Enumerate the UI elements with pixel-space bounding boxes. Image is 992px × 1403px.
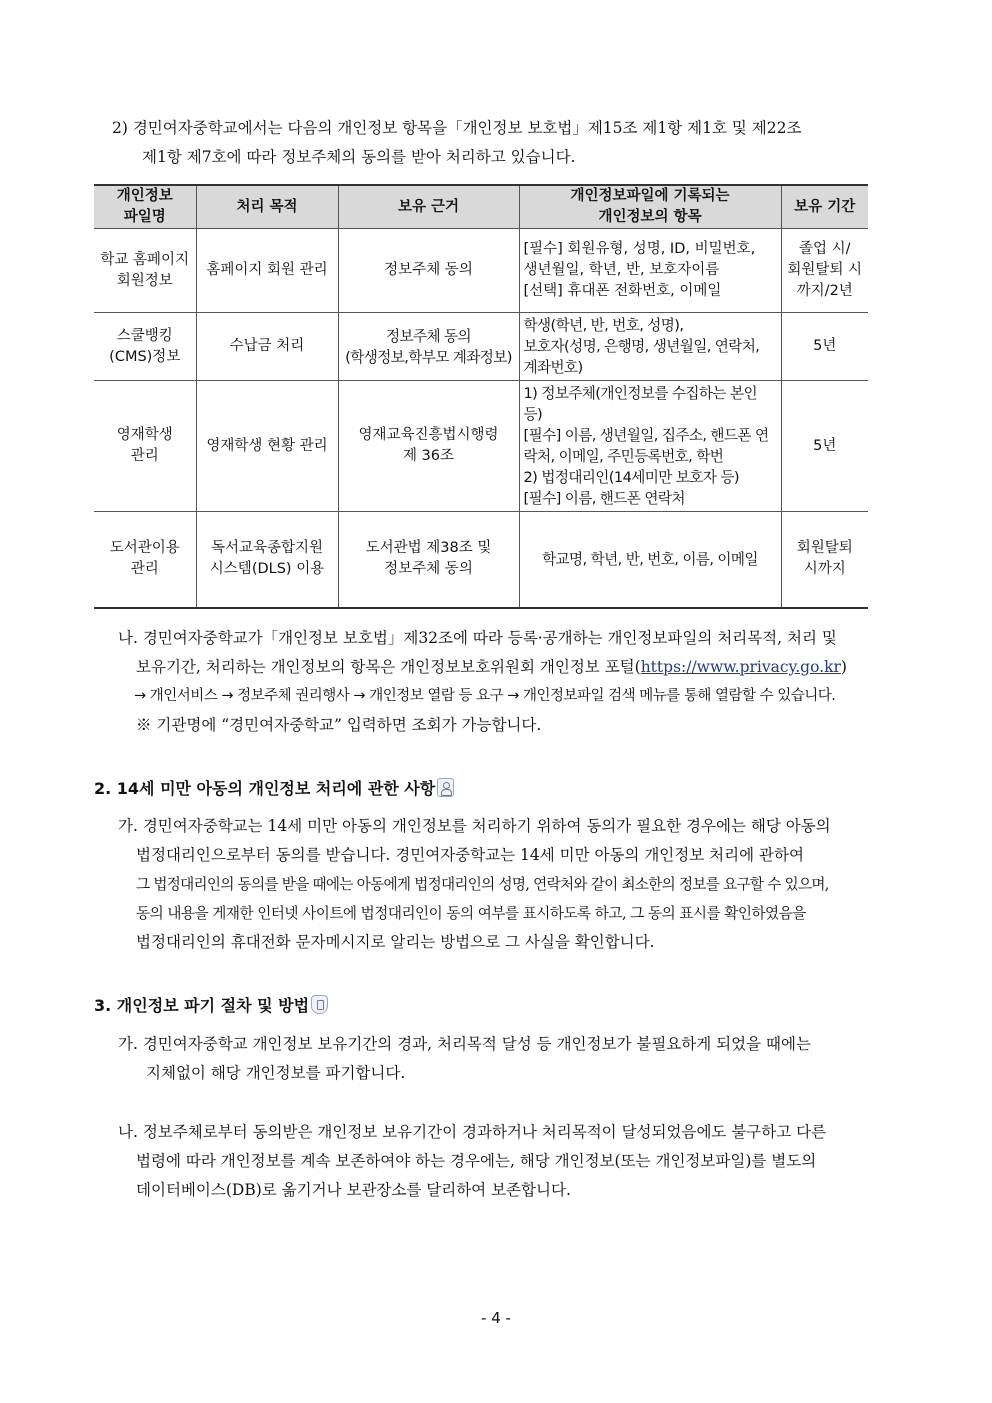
na-line-1: 나. 경민여자중학교가「개인정보 보호법」제32조에 따라 등록·공개하는 개인정보파일의 처리목적, 처리 및: [118, 629, 837, 647]
cell-purpose: 홈페이지 회원 관리: [196, 229, 338, 313]
personal-info-file-table: [94, 184, 868, 609]
table-header-row: [94, 185, 868, 229]
page-number: - 4 -: [481, 1309, 511, 1327]
col-header-items: 개인정보파일에 기록되는 개인정보의 항목: [519, 185, 781, 229]
cell-purpose: 독서교육종합지원 시스템(DLS) 이용: [196, 512, 338, 608]
privacy-portal-link[interactable]: https://www.privacy.go.kr: [640, 658, 841, 676]
cell-purpose: 영재학생 현황 관리: [196, 381, 338, 512]
col-header-purpose: 처리 목적: [196, 185, 338, 229]
cell-period: 5년: [781, 381, 868, 512]
cell-basis: 정보주체 동의 (학생정보,학부모 계좌정보): [338, 313, 519, 381]
cell-basis: 영재교육진흥법시행령 제 36조: [338, 381, 519, 512]
section-3-ga-paragraph: [118, 1030, 811, 1088]
na-line-3: → 개인서비스 → 정보주체 권리행사 → 개인정보 열람 등 요구 → 개인정보파일 검색 메뉴를 통해 열람할 수 있습니다.: [134, 688, 836, 704]
cell-file-name: 스쿨뱅킹 (CMS)정보: [94, 313, 196, 381]
table-row: [94, 512, 868, 608]
cell-items: 학교명, 학년, 반, 번호, 이름, 이메일: [519, 512, 781, 608]
na-paragraph: [118, 624, 847, 740]
cell-items: 1) 정보주체(개인정보를 수집하는 본인 등) [필수] 이름, 생년월일, 집주소, 핸드폰 연락처, 이메일, 주민등록번호, 학번 2) 법정대리인(14세미만 보호자 등) [필수] 이름, 핸드폰 연락처: [519, 381, 781, 512]
na-line-2: [118, 653, 847, 682]
table-row: [94, 381, 868, 512]
cell-file-name: 도서관이용 관리: [94, 512, 196, 608]
section-3-na-paragraph: [118, 1118, 826, 1205]
section-2-title: 2. 14세 미만 아동의 개인정보 처리에 관한 사항: [94, 779, 436, 798]
cell-period: 졸업 시/ 회원탈퇴 시 까지/2년: [781, 229, 868, 313]
table-row: [94, 313, 868, 381]
s2-line-4: 동의 내용을 게재한 인터넷 사이트에 법정대리인이 동의 여부를 표시하도록 하고, 그 동의 표시를 확인하였음을: [136, 905, 806, 922]
s3-ga-line-1: 가. 경민여자중학교 개인정보 보유기간의 경과, 처리목적 달성 등 개인정보가 불필요하게 되었을 때에는: [118, 1035, 811, 1053]
cell-purpose: 수납금 처리: [196, 313, 338, 381]
col-header-file-name: 개인정보 파일명: [94, 185, 196, 229]
s2-line-3: 그 법정대리인의 동의를 받을 때에는 아동에게 법정대리인의 성명, 연락처와 같이 최소한의 정보를 요구할 수 있으며,: [136, 876, 829, 893]
cell-file-name: 영재학생 관리: [94, 381, 196, 512]
na-note: ※ 기관명에 “경민여자중학교” 입력하면 조회가 가능합니다.: [136, 716, 542, 734]
s2-line-1: 가. 경민여자중학교는 14세 미만 아동의 개인정보를 처리하기 위하여 동의가 필요한 경우에는 해당 아동의: [118, 817, 831, 835]
col-header-period: 보유 기간: [781, 185, 868, 229]
col-header-basis: 보유 근거: [338, 185, 519, 229]
na-line-2-suffix: ): [840, 658, 847, 676]
s2-line-2: 법정대리인으로부터 동의를 받습니다. 경민여자중학교는 14세 미만 아동의 개인정보 처리에 관하여: [136, 846, 804, 864]
cell-items: [필수] 회원유형, 성명, ID, 비밀번호, 생년월일, 학년, 반, 보호자이름 [선택] 휴대폰 전화번호, 이메일: [519, 229, 781, 313]
section-2-heading: [94, 777, 454, 801]
child-icon: [437, 778, 454, 797]
section-3-heading: [94, 994, 328, 1018]
section-3-title: 3. 개인정보 파기 절차 및 방법: [94, 996, 310, 1015]
s3-na-line-2: 법령에 따라 개인정보를 계속 보존하여야 하는 경우에는, 해당 개인정보(또는 개인정보파일)를 별도의: [136, 1152, 817, 1170]
s3-na-line-3: 데이터베이스(DB)로 옮기거나 보관장소를 달리하여 보존합니다.: [136, 1181, 571, 1199]
cell-basis: 도서관법 제38조 및 정보주체 동의: [338, 512, 519, 608]
intro-line-1: 2) 경민여자중학교에서는 다음의 개인정보 항목을「개인정보 보호법」제15조 제1항 제1호 및 제22조: [112, 119, 802, 137]
s3-ga-line-2: 지체없이 해당 개인정보를 파기합니다.: [146, 1064, 406, 1082]
cell-basis: 정보주체 동의: [338, 229, 519, 313]
intro-line-2: 제1항 제7호에 따라 정보주체의 동의를 받아 처리하고 있습니다.: [142, 148, 576, 166]
s2-line-5: 법정대리인의 휴대전화 문자메시지로 알리는 방법으로 그 사실을 확인합니다.: [136, 933, 655, 951]
cell-period: 회원탈퇴 시까지: [781, 512, 868, 608]
na-line-2-text: 보유기간, 처리하는 개인정보의 항목은 개인정보보호위원회 개인정보 포털(: [136, 658, 641, 676]
s3-na-line-1: 나. 정보주체로부터 동의받은 개인정보 보유기간이 경과하거나 처리목적이 달성되었음에도 불구하고 다른: [118, 1123, 827, 1141]
cell-file-name: 학교 홈페이지 회원정보: [94, 229, 196, 313]
intro-paragraph: [112, 114, 801, 172]
cell-period: 5년: [781, 313, 868, 381]
cell-items: 학생(학년, 반, 번호, 성명), 보호자(성명, 은행명, 생년월일, 연락처, 계좌번호): [519, 313, 781, 381]
table-row: [94, 229, 868, 313]
shield-icon: [311, 995, 328, 1014]
section-2-paragraph: [118, 812, 831, 957]
